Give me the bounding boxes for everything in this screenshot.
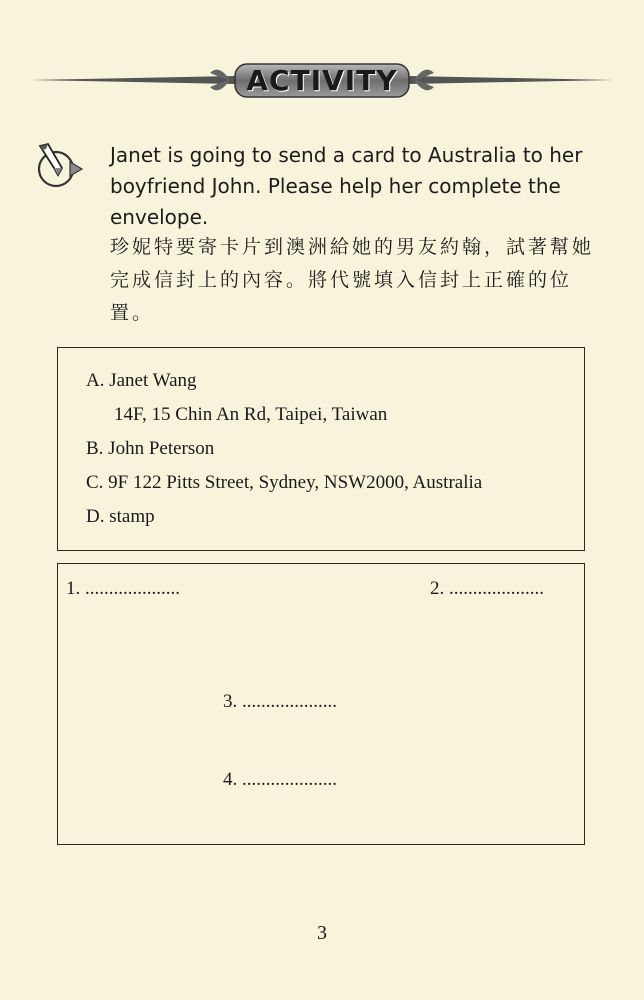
option-a-name: A. Janet Wang — [86, 370, 197, 391]
envelope-slot-1: 1. .................... — [66, 578, 180, 599]
instruction-chinese: 珍妮特要寄卡片到澳洲給她的男友約翰，試著幫她完成信封上的內容。將代號填入信封上正確的位置。 — [110, 236, 595, 324]
envelope-slot-2: 2. .................... — [430, 578, 544, 599]
pencil-icon — [34, 142, 90, 192]
instruction-english: Janet is going to send a card to Australia to her boyfriend John. Please help her complete the envelope. — [110, 143, 583, 229]
option-c: C. 9F 122 Pitts Street, Sydney, NSW2000, Australia — [86, 472, 483, 493]
option-a-address: 14F, 15 Chin An Rd, Taipei, Taiwan — [114, 404, 388, 425]
envelope-slot-4: 4. .................... — [223, 769, 337, 790]
option-b: B. John Peterson — [86, 438, 215, 459]
envelope-slot-3: 3. .................... — [223, 691, 337, 712]
options-box — [57, 347, 585, 551]
activity-banner — [30, 55, 614, 105]
banner-title: ACTIVITY — [246, 64, 398, 97]
page-number: 3 — [317, 922, 327, 944]
option-d: D. stamp — [86, 506, 155, 527]
envelope-box — [57, 563, 585, 845]
